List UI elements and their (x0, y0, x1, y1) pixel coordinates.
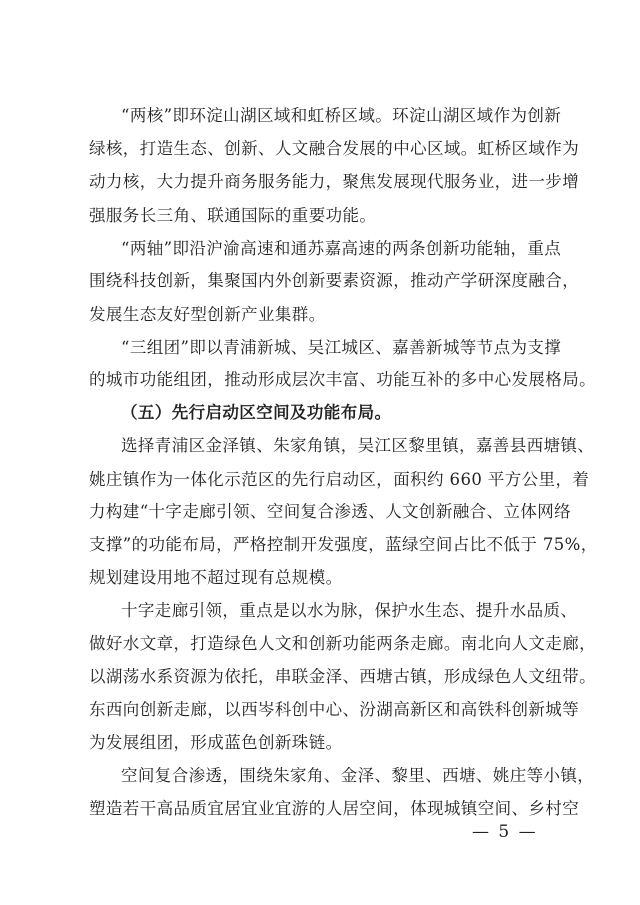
text-line: 发展生态友好型创新产业集群。 (89, 305, 326, 324)
text-line: 的城市功能组团，推动形成层次丰富、功能互补的多中心发展格局。 (89, 370, 596, 389)
text-line: 姚庄镇作为一体化示范区的先行启动区，面积约 660 平方公里，着 (89, 470, 590, 489)
text-line: 十字走廊引领，重点是以水为脉，保护水生态、提升水品质、 (121, 601, 578, 620)
text-line: 支撑”的功能布局，严格控制开发强度，蓝绿空间占比不低于 75%， (89, 535, 598, 554)
text-line: 以湖荡水系资源为依托，串联金泽、西塘古镇，形成绿色人文纽带。 (89, 667, 596, 686)
section-heading: （五）先行启动区空间及功能布局。 (121, 403, 392, 422)
text-line: 强服务长三角、联通国际的重要功能。 (89, 206, 377, 225)
text-line: 空间复合渗透，围绕朱家角、金泽、黎里、西塘、姚庄等小镇， (121, 766, 595, 785)
text-line: “三组团”即以青浦新城、吴江城区、嘉善新城等节点为支撑 (121, 338, 562, 357)
text-line: 动力核，大力提升商务服务能力，聚焦发展现代服务业，进一步增 (89, 172, 580, 191)
text-line: 围绕科技创新，集聚国内外创新要素资源，推动产学研深度融合， (89, 271, 580, 290)
text-line: 做好水文章，打造绿色人文和创新功能两条走廊。南北向人文走廊， (89, 634, 596, 653)
page-number: — 5 — (472, 822, 538, 842)
text-line: 为发展组团，形成蓝色创新珠链。 (89, 733, 343, 752)
text-line: “两轴”即沿沪渝高速和通苏嘉高速的两条创新功能轴，重点 (121, 239, 562, 258)
text-line: “两核”即环淀山湖区域和虹桥区域。环淀山湖区域作为创新 (121, 106, 562, 125)
text-line: 塑造若干高品质宜居宜业宜游的人居空间，体现城镇空间、乡村空 (89, 799, 580, 818)
text-line: 东西向创新走廊，以西岑科创中心、汾湖高新区和高铁科创新城等 (89, 700, 580, 719)
text-line: 选择青浦区金泽镇、朱家角镇，吴江区黎里镇，嘉善县西塘镇、 (121, 436, 595, 455)
text-line: 力构建“十字走廊引领、空间复合渗透、人文创新融合、立体网络 (89, 502, 572, 521)
text-line: 规划建设用地不超过现有总规模。 (89, 568, 343, 587)
text-line: 绿核，打造生态、创新、人文融合发展的中心区域。虹桥区域作为 (89, 139, 580, 158)
